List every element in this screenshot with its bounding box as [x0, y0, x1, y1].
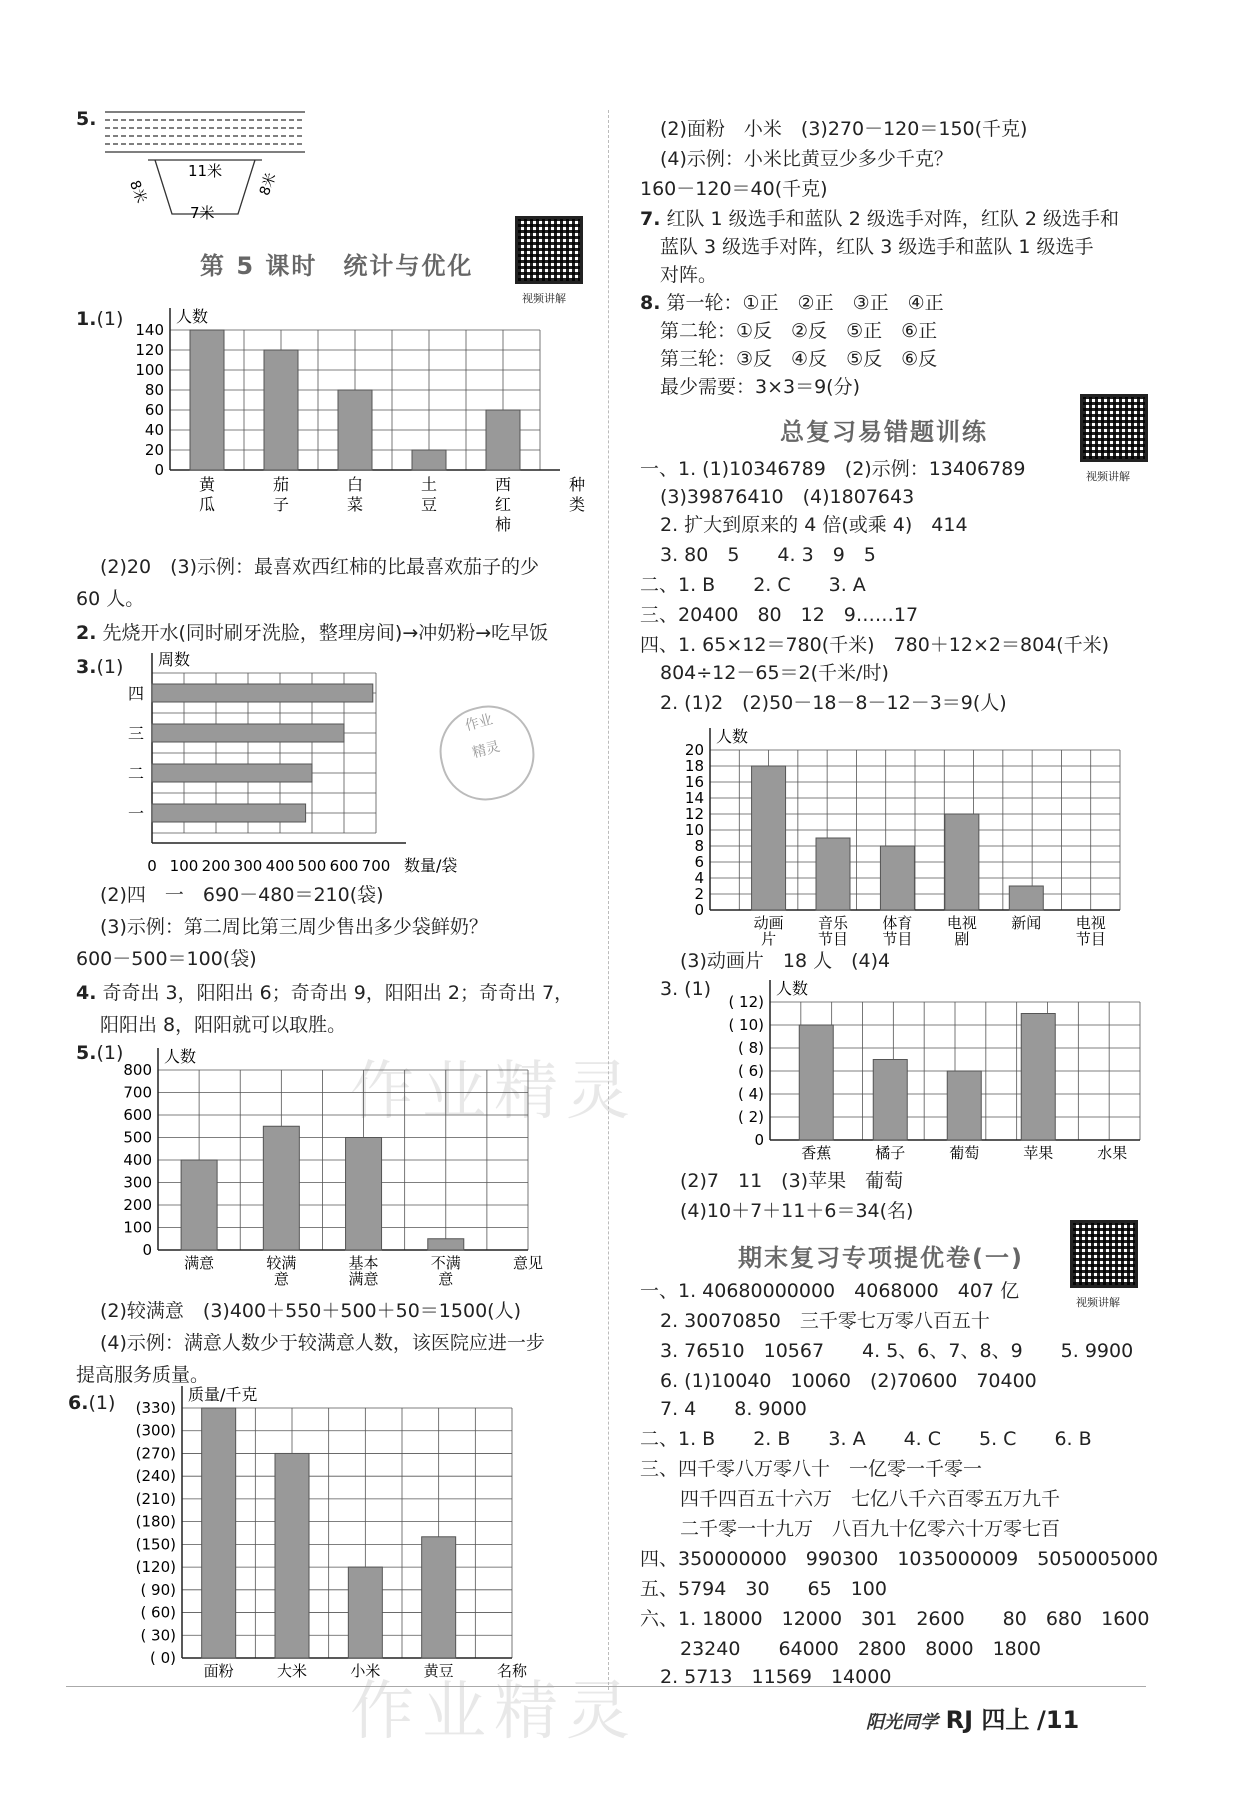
x-tick-label: 茄	[272, 475, 290, 494]
bar	[152, 684, 373, 702]
s3-q3: 3. 76510 10567 4. 5、6、7、8、9 5. 9900	[660, 1340, 1134, 1362]
chart-satisfaction	[118, 1040, 548, 1288]
grade-label: RJ 四上	[945, 1706, 1030, 1734]
q8-line2: 第二轮：①反 ②反 ⑤正 ⑥正	[660, 320, 938, 342]
x-tick-label: 西	[494, 475, 512, 494]
bar	[816, 838, 850, 910]
bar	[486, 410, 520, 470]
y-tick-label: 18	[684, 757, 704, 775]
q3-answer-line2: (2)四 一 690－480＝210(袋)	[100, 884, 384, 906]
qr-caption: 视频讲解	[1086, 470, 1130, 483]
bar	[947, 1071, 981, 1140]
x-tick-label: 500	[297, 857, 327, 875]
y-tick-label: 8	[694, 837, 704, 855]
footer-rule	[66, 1686, 1146, 1687]
section-title-final: 期末复习专项提优卷(一)	[738, 1244, 1024, 1272]
s2-part4-line2: 804÷12－65＝2(千米/时)	[660, 662, 889, 684]
r-line1: (2)面粉 小米 (3)270－120＝150(千克)	[660, 118, 1028, 140]
s2-q3-label: 3. (1)	[660, 978, 712, 1000]
x-tick-label: 苹果	[1023, 1144, 1054, 1162]
trap-top-label: 11米	[188, 162, 223, 180]
q1-answer-line3: 60 人。	[76, 588, 145, 610]
y-axis-title: 人数	[176, 307, 209, 326]
s2-part3: 三、20400 80 12 9……17	[640, 604, 919, 626]
y-tick-label: 12	[684, 805, 704, 823]
y-tick-label: 四	[127, 684, 144, 703]
x-axis-title: 名称	[496, 1662, 528, 1680]
x-tick-label: 节目	[817, 930, 849, 948]
y-tick-label: 400	[123, 1151, 152, 1169]
r-line2: (4)示例：小米比黄豆少多少千克？	[660, 148, 953, 170]
y-tick-label: 0	[754, 1131, 764, 1149]
trap-left-label: 8米	[126, 178, 149, 206]
bar	[181, 1160, 217, 1250]
y-tick-label: 300	[123, 1173, 152, 1192]
x-tick-label: 节目	[882, 930, 913, 948]
s3-part5: 五、5794 30 65 100	[640, 1578, 887, 1600]
x-tick-label: 葡萄	[949, 1144, 980, 1162]
y-tick-label: 60	[144, 401, 164, 419]
y-tick-label: 2	[694, 885, 704, 903]
y-tick-label: 一	[127, 804, 144, 823]
x-axis-title: 种	[568, 475, 586, 494]
q4-answer-line1: 4. 奇奇出 3，阳阳出 6；奇奇出 9，阳阳出 2；奇奇出 7，	[76, 982, 574, 1004]
x-tick-label: 黄豆	[423, 1662, 454, 1680]
y-tick-label: 100	[123, 1218, 152, 1237]
x-tick-label: 满意	[348, 1270, 379, 1288]
bar	[152, 804, 306, 822]
bar	[1021, 1014, 1055, 1141]
section-title-review: 总复习易错题训练	[780, 418, 988, 446]
q8-line4: 最少需要：3×3＝9(分)	[660, 376, 861, 398]
y-tick-label: 14	[684, 789, 704, 807]
x-tick-label: 菜	[346, 495, 364, 514]
q4-answer-line2: 阳阳出 8，阳阳就可以取胜。	[100, 1014, 347, 1036]
section-title-lesson5: 第 5 课时 统计与优化	[200, 252, 474, 280]
bar	[1009, 886, 1043, 910]
x-tick-label: 200	[201, 857, 231, 875]
footer	[866, 1700, 1079, 1735]
s2-q1a: 一、1. (1)10346789 (2)示例：13406789	[640, 458, 1026, 480]
y-axis-title: 人数	[716, 727, 749, 746]
q1-answer-line2: (2)20 (3)示例：最喜欢西红柿的比最喜欢茄子的少	[100, 556, 540, 578]
y-tick-label: 200	[123, 1196, 152, 1214]
bar	[412, 450, 446, 470]
s3-part3-line2: 四千四百五十六万 七亿八千六百零五万九千	[680, 1488, 1061, 1510]
y-tick-label: ( 30)	[140, 1626, 176, 1645]
y-tick-label: 120	[135, 341, 164, 359]
x-tick-label: 满意	[184, 1254, 215, 1272]
y-tick-label: (300)	[135, 1421, 176, 1440]
s3-part6-line2: 23240 64000 2800 8000 1800	[680, 1638, 1041, 1660]
x-tick-label: 新闻	[1011, 914, 1042, 932]
y-tick-label: ( 0)	[149, 1649, 176, 1667]
trapezoid-diagram	[100, 106, 310, 221]
s2-q3-line3: (4)10＋7＋11＋6＝34(名)	[680, 1200, 914, 1222]
x-tick-label: 400	[265, 857, 295, 875]
x-tick-label: 香蕉	[801, 1144, 832, 1162]
s3-part4: 四、350000000 990300 1035000009 5050005000	[640, 1548, 1159, 1570]
y-tick-label: 80	[144, 381, 164, 399]
qr-caption: 视频讲解	[522, 292, 566, 305]
x-tick-label: 音乐	[817, 914, 849, 932]
y-tick-label: ( 2)	[737, 1108, 764, 1126]
y-tick-label: (120)	[135, 1558, 176, 1577]
q5-answer-line2: (2)较满意 (3)400＋550＋500＋50＝1500(人)	[100, 1300, 521, 1322]
s3-part3-line1: 三、四千零八万零八十 一亿零一千零一	[640, 1458, 983, 1480]
s2-part4-line1: 四、1. 65×12＝780(千米) 780＋12×2＝804(千米)	[640, 634, 1110, 656]
x-tick-label: 节目	[1075, 930, 1106, 948]
y-tick-label: ( 60)	[140, 1603, 176, 1622]
y-tick-label: (180)	[135, 1512, 176, 1531]
qr-code-icon[interactable]	[515, 216, 583, 284]
q5-number: 5.	[76, 108, 97, 130]
bar	[202, 1408, 236, 1658]
y-tick-label: 600	[123, 1106, 152, 1124]
page-number: /11	[1037, 1706, 1080, 1734]
x-axis-title: 类	[568, 495, 586, 514]
x-tick-label: 动画	[753, 914, 784, 932]
s2-q2: 2. 扩大到原来的 4 倍(或乘 4) 414	[660, 514, 968, 536]
q3-answer-line3: (3)示例：第二周比第三周少售出多少袋鲜奶？	[100, 916, 488, 938]
x-tick-label: 电视	[1075, 914, 1106, 932]
x-tick-label: 600	[329, 857, 359, 875]
qr-code-icon[interactable]	[1070, 1220, 1138, 1288]
x-tick-label: 片	[761, 930, 777, 948]
x-tick-label: 700	[361, 857, 391, 875]
bar	[263, 1126, 299, 1250]
q7-line2: 蓝队 3 级选手对阵，红队 3 级选手和蓝队 1 级选手	[660, 236, 1094, 258]
chart-milk-sales	[120, 648, 480, 873]
y-tick-label: 0	[142, 1241, 152, 1259]
bar	[264, 350, 298, 470]
x-tick-label: 较满	[266, 1254, 297, 1272]
q2-answer: 2. 先烧开水(同时刷牙洗脸，整理房间)→冲奶粉→吃早饭	[76, 622, 549, 644]
s3-part3-line3: 二千零一十九万 八百九十亿零六十万零七百	[680, 1518, 1061, 1540]
y-axis-title: 质量/千克	[188, 1385, 258, 1404]
y-tick-label: 4	[694, 869, 704, 887]
y-tick-label: ( 6)	[737, 1062, 764, 1080]
s3-part2: 二、1. B 2. B 3. A 4. C 5. C 6. B	[640, 1428, 1092, 1450]
y-tick-label: 二	[127, 764, 144, 783]
s3-q2: 2. 30070850 三千零七万零八百五十	[660, 1310, 990, 1332]
x-tick-label: 子	[272, 495, 290, 514]
bar	[152, 724, 344, 742]
y-tick-label: ( 4)	[737, 1085, 764, 1103]
x-tick-label: 电视	[946, 914, 977, 932]
s2-part4-line3: 2. (1)2 (2)50－18－8－12－3＝9(人)	[660, 692, 1007, 714]
bar	[873, 1060, 907, 1141]
x-tick-label: 100	[169, 857, 199, 875]
chart-tv-programs	[680, 720, 1130, 950]
x-axis-title: 水果	[1097, 1144, 1128, 1162]
y-tick-label: 10	[684, 821, 704, 839]
bar	[799, 1025, 833, 1140]
x-tick-label: 0	[147, 857, 157, 875]
column-divider	[608, 110, 609, 1690]
y-tick-label: ( 90)	[140, 1580, 176, 1599]
y-tick-label: 40	[144, 421, 164, 439]
s3-part6-line1: 六、1. 18000 12000 301 2600 80 680 1600	[640, 1608, 1150, 1630]
watermark: 作业精灵	[350, 1055, 638, 1129]
x-tick-label: 豆	[420, 495, 438, 514]
bar	[428, 1239, 464, 1250]
q8-line3: 第三轮：③反 ④反 ⑤反 ⑥反	[660, 348, 938, 370]
bar	[275, 1453, 309, 1658]
s2-part2: 二、1. B 2. C 3. A	[640, 574, 866, 596]
y-tick-label: ( 8)	[737, 1039, 764, 1057]
y-axis-title: 人数	[776, 979, 809, 998]
y-tick-label: 140	[135, 321, 164, 339]
bar	[348, 1567, 382, 1658]
y-tick-label: (210)	[135, 1489, 176, 1508]
y-axis-title: 人数	[164, 1047, 197, 1066]
q5-answer-line4: 提高服务质量。	[76, 1364, 210, 1386]
s2-q1b: (3)39876410 (4)1807643	[660, 486, 915, 508]
x-axis-title: 数量/袋	[404, 856, 458, 875]
brand-logo: 阳光同学	[866, 1712, 938, 1733]
x-tick-label: 黄	[198, 475, 216, 494]
y-tick-label: ( 10)	[728, 1016, 764, 1034]
x-tick-label: 基本	[348, 1254, 379, 1272]
x-tick-label: 剧	[954, 930, 970, 948]
chart-fruits	[700, 980, 1140, 1170]
y-tick-label: 100	[135, 361, 164, 379]
x-tick-label: 柿	[494, 515, 512, 534]
y-tick-label: ( 12)	[728, 993, 764, 1011]
s2-part4-line4: (3)动画片 18 人 (4)4	[680, 950, 891, 972]
y-tick-label: 20	[144, 441, 164, 459]
q5-label: 5.(1)	[76, 1042, 124, 1064]
q5-answer-line3: (4)示例：满意人数少于较满意人数，该医院应进一步	[100, 1332, 545, 1354]
x-tick-label: 体育	[882, 914, 913, 932]
s3-part6-line3: 2. 5713 11569 14000	[660, 1666, 892, 1688]
q3-label: 3.(1)	[76, 656, 124, 678]
x-tick-label: 面粉	[203, 1662, 234, 1680]
y-tick-label: 500	[123, 1128, 152, 1147]
qr-code-icon[interactable]	[1080, 394, 1148, 462]
chart-grain	[126, 1385, 528, 1680]
y-tick-label: 16	[684, 773, 704, 791]
x-tick-label: 意	[273, 1270, 289, 1288]
q3-answer-line4: 600－500＝100(袋)	[76, 948, 257, 970]
x-tick-label: 不满	[430, 1254, 461, 1272]
bar	[190, 330, 224, 470]
s3-q7: 7. 4 8. 9000	[660, 1398, 807, 1420]
q1-label: 1.(1)	[76, 308, 124, 330]
x-tick-label: 大米	[276, 1662, 308, 1680]
trap-right-label: 8米	[256, 170, 280, 198]
y-tick-label: (240)	[135, 1467, 176, 1486]
y-tick-label: 0	[694, 901, 704, 919]
s2-q3: 3. 80 5 4. 3 9 5	[660, 544, 876, 566]
watermark: 作业精灵	[350, 1675, 638, 1749]
y-tick-label: 800	[123, 1061, 152, 1079]
y-tick-label: 700	[123, 1083, 152, 1102]
y-tick-label: (270)	[135, 1444, 176, 1463]
q7-line1: 7. 红队 1 级选手和蓝队 2 级选手对阵，红队 2 级选手和	[640, 208, 1120, 230]
y-tick-label: 6	[694, 853, 704, 871]
x-tick-label: 300	[233, 857, 263, 875]
s2-q3-line2: (2)7 11 (3)苹果 葡萄	[680, 1170, 904, 1192]
x-axis-title: 意见	[512, 1254, 544, 1272]
x-tick-label: 土	[420, 475, 438, 494]
q6-label: 6.(1)	[68, 1392, 116, 1414]
x-tick-label: 瓜	[198, 495, 216, 514]
trap-bottom-label: 7米	[190, 204, 215, 222]
chart-vegetables	[120, 300, 590, 545]
bar	[346, 1138, 382, 1251]
qr-caption: 视频讲解	[1076, 1296, 1120, 1309]
bar	[338, 390, 372, 470]
r-line3: 160－120＝40(千克)	[640, 178, 828, 200]
s3-q1: 一、1. 40680000000 4068000 407 亿	[640, 1280, 1020, 1302]
x-tick-label: 红	[494, 495, 512, 514]
q7-line3: 对阵。	[660, 264, 718, 286]
q8-line1: 8. 第一轮：①正 ②正 ③正 ④正	[640, 292, 944, 314]
bar	[945, 814, 979, 910]
x-tick-label: 白	[346, 475, 364, 494]
y-tick-label: 三	[127, 724, 144, 743]
y-axis-title: 周数	[158, 650, 191, 669]
bar	[422, 1537, 456, 1658]
y-tick-label: 20	[684, 741, 704, 759]
stamp: 作业 精灵	[429, 695, 544, 810]
x-tick-label: 橘子	[875, 1144, 906, 1162]
s3-q6: 6. (1)10040 10060 (2)70600 70400	[660, 1370, 1037, 1392]
x-tick-label: 小米	[350, 1662, 381, 1680]
bar	[752, 766, 786, 910]
y-tick-label: (330)	[135, 1399, 176, 1417]
bar	[152, 764, 312, 782]
y-tick-label: (150)	[135, 1535, 176, 1554]
bar	[880, 846, 914, 910]
x-tick-label: 意	[438, 1270, 454, 1288]
y-tick-label: 0	[154, 461, 164, 479]
